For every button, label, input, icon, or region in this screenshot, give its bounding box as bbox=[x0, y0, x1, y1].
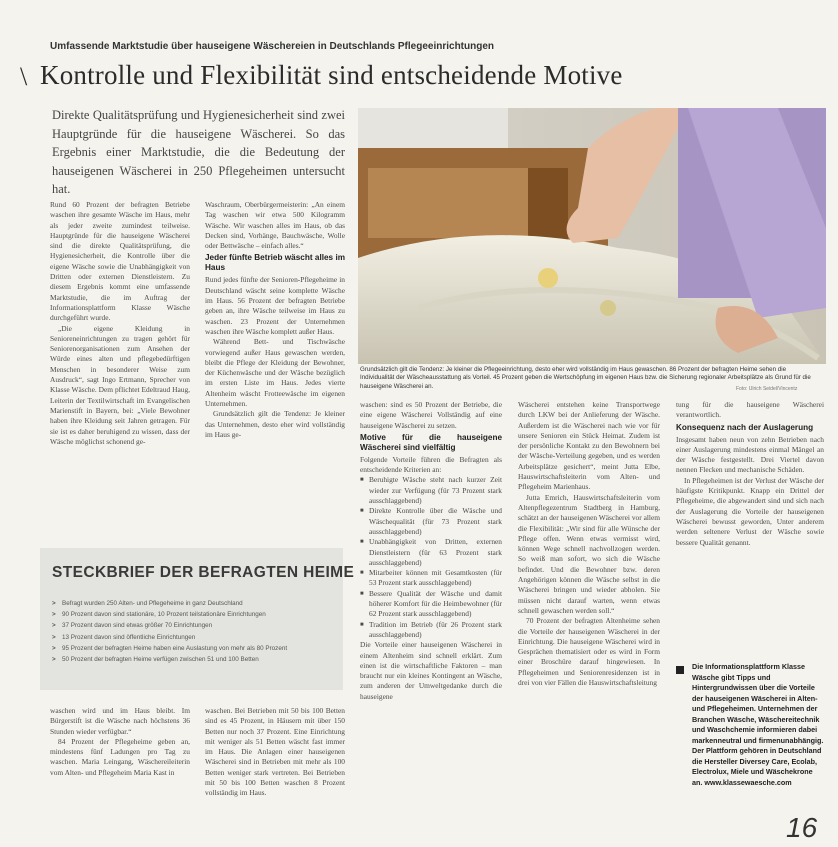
list-item: > 50 Prozent der befragten Heime verfügen zwischen 51 und 100 Betten bbox=[52, 654, 337, 665]
paragraph: waschen wird und im Haus bleibt. Im Bürgerstift ist die Wäsche nach höchstens 36 Stunden wieder verfügbar.“ bbox=[50, 706, 190, 736]
paragraph: Rund jedes fünfte der Senioren-Pflegeheime in Deutschland wäscht seine komplette Wäsche im Haus. 56 Prozent der befragten Betriebe geben an, ihre Wäsche teilweise im Haus zu waschen. 23 Prozent der Unternehmen waschen ihre Wäsche komplett außer Haus. bbox=[205, 275, 345, 336]
paragraph: Die Vorteile einer hauseigenen Wäscherei in einem Altenheim sind schnell erklärt. Zum einen ist die wirtschaftliche Faktoren – man braucht nur ein kleines Kontingent an Wäsche, zum anderen der Umweltgedanke durch die hauseigene bbox=[360, 640, 502, 701]
paragraph: 70 Prozent der befragten Altenheime sehen die Vorteile der hauseigenen Wäscherei in der Einrichtung. Die hauseigene Wäscherei wird in Gesprächen thematisiert oder es wird in Form einer Broschüre darauf hingewiesen. In Pflegeheimen und Seniorenresidenzen ist in drei von vier Fällen die Hauswirtschaftsleitung bbox=[518, 616, 660, 688]
fact-sheet-title: STECKBRIEF DER BEFRAGTEN HEIME bbox=[52, 564, 355, 581]
list-item: ■ Direkte Kontrolle über die Wäsche und Wäschequalität (für 73 Prozent stark ausschlaggebend) bbox=[360, 506, 502, 537]
fact-sheet-list bbox=[52, 598, 337, 665]
subheading: Jeder fünfte Betrieb wäscht alles im Haus bbox=[205, 253, 345, 273]
list-item: ■ Unabhängigkeit von Dritten, externen Dienstleistern (für 63 Prozent stark ausschlaggebend) bbox=[360, 537, 502, 568]
motive-list bbox=[360, 475, 502, 640]
article-column-4 bbox=[518, 400, 660, 688]
list-item: > 13 Prozent davon sind öffentliche Einrichtungen bbox=[52, 632, 337, 643]
paragraph: Grundsätzlich gilt die Tendenz: Je kleiner das Unternehmen, desto eher wird vollständig im Haus ge- bbox=[205, 409, 345, 439]
photo-caption: Grundsätzlich gilt die Tendenz: Je kleiner die Pflegeeinrichtung, desto eher wird vollständig im Haus gewaschen. 86 Prozent der befragten Heime sehen die Individualität der Wäscheausstattung als Vorteil. 45 Prozent geben die Wertschöpfung im eigenen Haus bzw. die Sicherung regionaler Arbeitsplätze als Grund für die hauseigene Wäscherei an. bbox=[360, 366, 811, 390]
paragraph: 84 Prozent der Pflegeheime geben an, mindestens fünf Ladungen pro Tag zu waschen. Maria Leingang, Wäschereileiterin vom Alten- und Pflegeheim Maria Kast in bbox=[50, 736, 190, 777]
info-box-text: Die Informationsplattform Klasse Wäsche gibt Tipps und Hintergrundwissen über die Vorteile der hauseigenen Wäscherei in Alten- und Pflegeheimen. Unternehmen der Branchen Wäsche, Wäschereitechnik und Waschchemie informieren dabei markenneutral und firmenunabhängig. Der Plattform gehören in Deutschland die Hersteller Diversey Care, Ecolab, Electrolux, Miele und Wäschekrone an. www.klassewaesche.com bbox=[692, 662, 824, 787]
article-column-2 bbox=[205, 200, 345, 440]
article-column-3 bbox=[360, 400, 502, 702]
subheading: Konsequenz nach der Auslagerung bbox=[676, 422, 814, 432]
photo-illustration bbox=[358, 108, 826, 364]
paragraph: waschen: sind es 50 Prozent der Betriebe, die eine eigene Wäscherei Vollständig auf eine hauseigene Wäscherei zu setzen. bbox=[360, 400, 502, 430]
photo-credit: Foto: Ulrich Seidel/Vincentz bbox=[736, 386, 798, 392]
paragraph: Während Bett- und Tischwäsche vorwiegend außer Haus gewaschen werden, bleibt die Pflege der Kleidung der Bewohner, der Küchenwäsche und der Wäsche bezüglich im ersten Liste im Haus. Jedes vierte Altenheim wäscht Frotteewäsche im eigenen Unternehmen. bbox=[205, 337, 345, 409]
kicker: Umfassende Marktstudie über hauseigene Wäschereien in Deutschlands Pflegeeinrichtungen bbox=[50, 41, 495, 52]
list-item: ■ Mitarbeiter können mit Gesamtkosten (für 53 Prozent stark ausschlaggebend) bbox=[360, 568, 502, 589]
paragraph: „Die eigene Kleidung in Senioreneinrichtungen zu tragen gehört für Seniorenorganisationen zum Ansehen der Würde eines alten und pflegebedürftigen Menschen in besonderer Weise zum Ausdruck“, sagt Ingo Ertmann, Sprecher von Klasse Wäsche. Dem pflichtet Edeltraud Haug, Leiterin der Textilwirtschaft im Evangelischen Marienstift in Bayern, bei: „Viele Bewohner haben ihre Kleidung seit Jahren getragen. Für sie ist es daher beruhigend zu wissen, dass der Wäsche möglichst schonend ge- bbox=[50, 323, 190, 446]
article-bottom-column-2 bbox=[205, 706, 345, 799]
info-square-icon bbox=[676, 666, 684, 674]
paragraph: waschen. Bei Betrieben mit 50 bis 100 Betten sind es 45 Prozent, in Häusern mit über 150 Betten nur noch 37 Prozent. Eine Einrichtung mit weniger als 51 Betten wäscht fast immer im Haus. Die Anlagen einer hauseigenen Wäscherei sind in Betrieben mit mehr als 100 Betten weniger stark vertreten. Bei Betrieben mit 50 bis 100 Betten waschen 8 Prozent vollständig im Haus. bbox=[205, 706, 345, 798]
article-column-5 bbox=[676, 400, 824, 548]
paragraph: In Pflegeheimen ist der Verlust der Wäsche der häufigste Kritikpunkt. Knapp ein Drittel der Pflegeheime, die abgewandert sind und sich nach der Auslagerung die Vorteile der hauseigenen Wäscherei bewusst geworden, Unter anderem werden seltenere Verlust der Wäsche sowie bessere Qualität genannt. bbox=[676, 475, 824, 547]
paragraph: tung für die hauseigene Wäscherei verantwortlich. bbox=[676, 400, 824, 420]
subheading: Motive für die hauseigene Wäscherei sind vielfältig bbox=[360, 432, 502, 452]
list-item: > Befragt wurden 250 Alten- und Pflegeheime in ganz Deutschland bbox=[52, 598, 337, 609]
headline-mark: \ bbox=[20, 62, 28, 91]
list-item: ■ Tradition im Betrieb (für 26 Prozent stark ausschlaggebend) bbox=[360, 620, 502, 641]
list-item: > 95 Prozent der befragten Heime haben eine Auslastung von mehr als 80 Prozent bbox=[52, 643, 337, 654]
list-item: > 90 Prozent davon sind stationäre, 10 Prozent teilstationäre Einrichtungen bbox=[52, 609, 337, 620]
lead-paragraph: Direkte Qualitätsprüfung und Hygienesicherheit sind zwei Hauptgründe für die hauseigene Wäscherei. So das Ergebnis einer Marktstudie, die die Bedeutung der hauseigenen Wäscherei in 250 Pflegeheimen untersucht hat. bbox=[52, 108, 345, 196]
paragraph: Waschraum, Oberbürgermeisterin: „An einem Tag waschen wir etwa 500 Kilogramm Wäsche. Wir waschen alles im Haus, ob das Decken sind, Vorhänge, Bauchwäsche, Wolle oder Bettwäsche – einfach alles.“ bbox=[205, 200, 345, 251]
paragraph: Folgende Vorteile führen die Befragten als entscheidende Kriterien an: bbox=[360, 454, 502, 475]
list-item: > 37 Prozent davon sind etwas größer 70 Einrichtungen bbox=[52, 620, 337, 631]
article-bottom-column-1 bbox=[50, 706, 190, 778]
article-column-1 bbox=[50, 200, 190, 447]
page-number: 16 bbox=[786, 812, 818, 843]
paragraph: Insgesamt haben neun von zehn Betrieben nach einer Auslagerung mindestens einmal Mängel an der Wäsche festgestellt. Drei Viertel davon nennen Flecken und mechanische Schäden. bbox=[676, 434, 824, 475]
bed-photo bbox=[358, 108, 826, 364]
list-item: ■ Bessere Qualität der Wäsche und damit höherer Komfort für die Heimbewohner (für 62 Prozent stark ausschlaggebend) bbox=[360, 589, 502, 620]
paragraph: Rund 60 Prozent der befragten Betriebe waschen ihre gesamte Wäsche im Haus, mehr als jeder zweite zumindest teilweise. Hauptgründe für die hauseigene Wäscherei sind die direkte Qualitätsprüfung, die Hygienesicherheit, die Kontrolle über die eigene Wäsche sowie die Unabhängigkeit von Dritten oder externen Dienstleistern. Zu diesem Ergebnis kommt eine umfassende Marktstudie, die im Auftrag der Informationsplattform Klasse Wäsche durchgeführt wurde. bbox=[50, 200, 190, 323]
paragraph: Jutta Emrich, Hauswirtschaftsleiterin vom Altenpflegezentrum Stadtberg in Hamburg, schätzt an der hauseigenen Wäscherei vor allem die Flexibilität: „Wir sind für alle Wünsche der Pflege offen. Wenn etwas vermisst wird, können Wege schnell nachvollzogen werden. So weiß man sofort, wo sich die Wäsche befindet. Und die Bewohner bzw. deren Angehörigen können die Wäsche selbst in die Wäscherei bringen und wieder abholen. Sie müssen nicht darauf warten, wenn etwas schnell gewaschen werden soll.“ bbox=[518, 492, 660, 615]
fact-sheet-box bbox=[40, 548, 355, 690]
headline: Kontrolle und Flexibilität sind entscheidende Motive bbox=[40, 60, 623, 90]
paragraph: Wäscherei entstehen keine Transportwege durch LKW bei der Anlieferung der Wäsche. Außerdem ist die Wäscherei nach wie vor für unsere Senioren ein Stück Heimat. Zudem ist der persönliche Kontakt zu den Bewohnern bei der Wäsche-Verteilung gegeben, und es werden Arbeitsplätze gesichert“, meint Jutta Elbe, Hauswirtschaftsleiterin vom Alten- und Pflegeheim Marienhaus. bbox=[518, 400, 660, 492]
list-item: ■ Beruhigte Wäsche steht nach kurzer Zeit wieder zur Verfügung (für 73 Prozent stark ausschlaggebend) bbox=[360, 475, 502, 506]
